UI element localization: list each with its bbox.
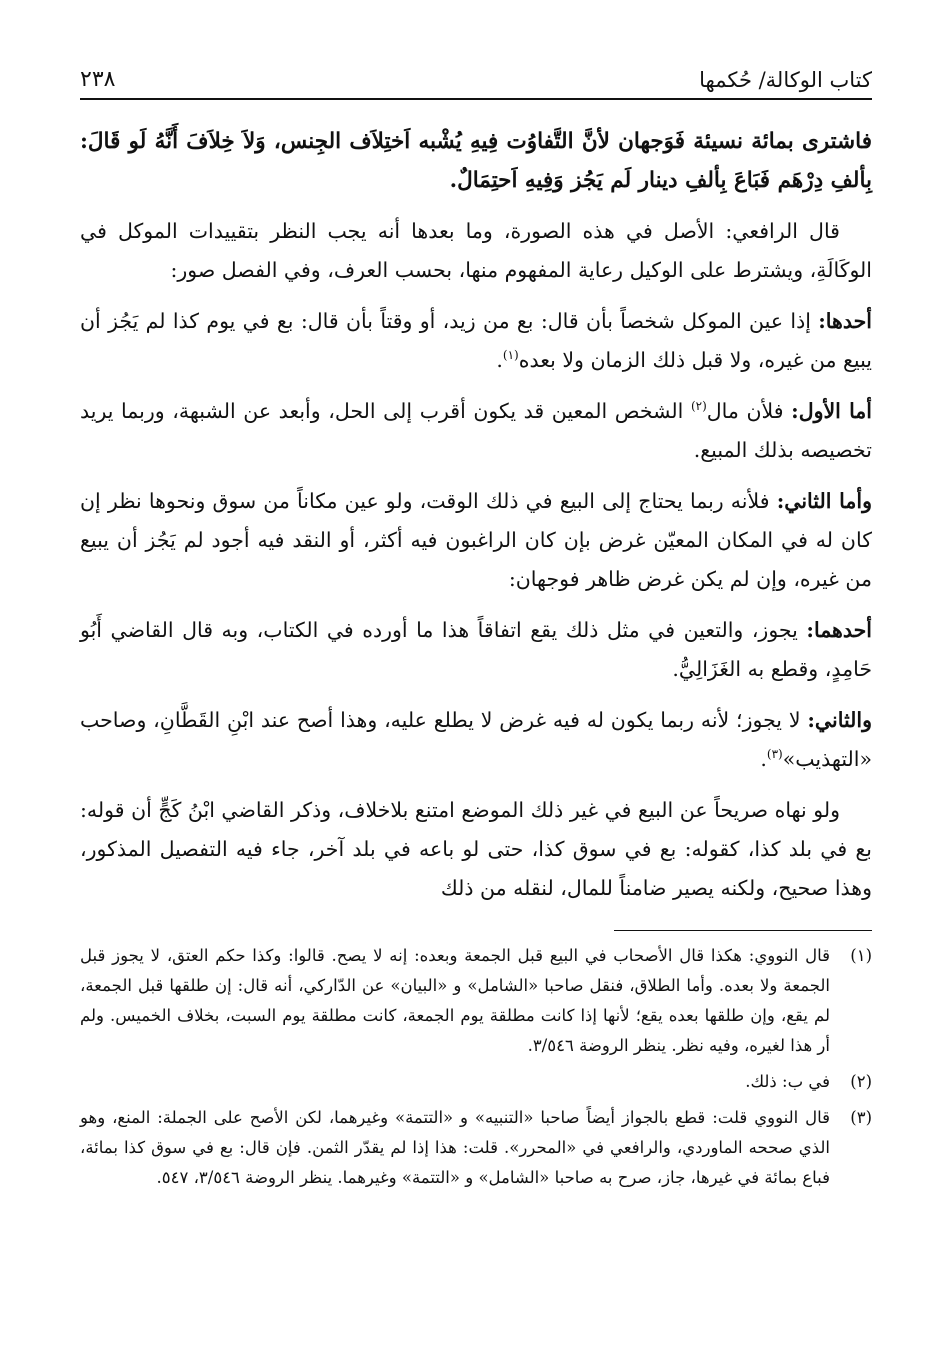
paragraph-rafii-intro [80, 212, 872, 290]
paragraph-text: إذا عين الموكل شخصاً بأن قال: بع من زيد، أو وقتاً بأن قال: بع في يوم كذا لم يَجُز أن يبيع من غيره، ولا قبل ذلك الزمان ولا بعده [80, 309, 872, 372]
footnote-3 [80, 1103, 872, 1193]
main-text [80, 122, 872, 908]
paragraph-lead: أما الأول: [791, 399, 872, 423]
footnote-2 [80, 1067, 872, 1097]
paragraph-lead: والثاني: [807, 708, 872, 732]
paragraph-wath-thani: والثاني: لا يجوز؛ لأنه ربما يكون له فيه غرض لا يطلع عليه، وهذا أصح عند ابْنِ القَطَّانِ، وصاحب «التهذيب»$^{(٣)}$. [80, 708, 872, 771]
matn-paragraph: فاشترى بمائة نسيئة فَوَجهان لأنَّ التَّفاوُت فِيهِ يُشْبه اَختِلاَف الجِنس، وَلاَ خِلاَفَ أَنَّهُ لَو قَالَ: بِألفِ دِرْهَم فَبَاعَ بِألفِ دينار لَم يَجُز وَفِيهِ اَحتِمَالٌ. [80, 129, 872, 193]
paragraph-text-continued: الشخص المعين قد يكون أقرب إلى الحل، وأبعد عن الشبهة، وربما يريد تخصيصه بذلك المبيع. [80, 399, 872, 462]
page-header [80, 52, 872, 100]
footnote-ref-1[interactable]: (١) [502, 348, 519, 363]
footnote-divider [614, 930, 872, 931]
footnote-ref-3[interactable]: (٣) [766, 747, 783, 762]
paragraph-text: فلأن مال [706, 399, 792, 423]
running-title: كتاب الوكالة/ حُكمها [699, 68, 872, 92]
paragraph-amma-alawwal [80, 392, 872, 470]
footnotes [80, 941, 872, 1193]
footnote-text: قال النووي: هكذا قال الأصحاب في البيع قبل الجمعة وبعده: إنه لا يصح. قالوا: وكذا حكم العتق، لا يجوز قبل الجمعة ولا بعده. وأما الطلاق، فنقل صاحبا «الشامل» و «البيان» عن الدّاركي، أنه قال: إن طلقها قبل الجمعة، لم يقع، وإن طلقها بعده يقع؛ لأنها إذا كانت مطلقة يوم الجمعة، كانت مطلقة يوم السبت، بخلاف الخميس. ولم أر هذا لغيره، وفيه نظر. ينظر الروضة ٣/٥٤٦. [80, 946, 830, 1055]
paragraph-ahaduhuma [80, 611, 872, 689]
paragraph-nahahu [80, 791, 872, 908]
paragraph-ahaduha: أحدها: إذا عين الموكل شخصاً بأن قال: بع من زيد، أو وقتاً بأن قال: بع في يوم كذا لم يَجُز أن يبيع من غيره، ولا قبل ذلك الزمان ولا بعده$^{(١)}$. [80, 309, 872, 372]
paragraph-text: لا يجوز؛ لأنه ربما يكون له فيه غرض لا يطلع عليه، وهذا أصح عند ابْنِ القَطَّانِ، وصاحب «التهذيب» [80, 708, 872, 771]
footnote-text: في ب: ذلك. [745, 1072, 830, 1091]
footnote-number: (٢) [850, 1072, 872, 1091]
footnote-text: قال النووي قلت: قطع بالجواز أيضاً صاحبا «التنبيه» و «التتمة» وغيرهما، لكن الأصح على الجملة: المنع، وهو الذي صححه الماوردي، والرافعي في «المحرر». قلت: هذا إذا لم يقدّر الثمن. فإن قال: بع في سوق كذا بمائة، فباع بمائة في غيرها، جاز، صرح به صاحبا «الشامل» و «التتمة» وغيرهما. ينظر الروضة ٣/٥٤٦، ٥٤٧. [80, 1108, 830, 1187]
paragraph-text: يجوز، والتعين في مثل ذلك يقع اتفاقاً هذا ما أورده في الكتاب، وبه قال القاضي أَبُو حَامِدٍ، وقطع به الغَزَالِيُّ. [80, 618, 872, 681]
paragraph-lead: أحدها: [818, 309, 872, 333]
page-number: ٢٣٨ [80, 67, 116, 92]
paragraph-text: فلأنه ربما يحتاج إلى البيع في ذلك الوقت، ولو عين مكاناً من سوق ونحوها نظر إن كان له في المكان المعيّن غرض بإن كان الراغبون فيه أكثر، أو النقد فيه أجود لم يَجُز أن يبيع من غيره، وإن لم يكن غرض ظاهر فوجهان: [80, 489, 872, 591]
paragraph-lead: وأما الثاني: [776, 489, 873, 513]
footnote-1 [80, 941, 872, 1061]
footnote-ref-2[interactable]: (٢) [690, 399, 707, 414]
paragraph-wa-amma-aththani [80, 482, 872, 599]
footnote-number: (١) [850, 946, 872, 965]
paragraph-text: ولو نهاه صريحاً عن البيع في غير ذلك الموضع امتنع بلاخلاف، وذكر القاضي ابْنُ كَجٍّ أن قوله: بع في بلد كذا، كقوله: بع في سوق كذا، حتى لو باعه في بلد آخر، جاء فيه التفصيل المذكور، وهذا صحيح، ولكنه يصير ضامناً للمال، لنقله من ذلك [80, 798, 872, 900]
paragraph-text: قال الرافعي: الأصل في هذه الصورة، وما بعدها أنه يجب النظر بتقييدات الموكل في الوكَالَةِ، ويشترط على الوكيل رعاية المفهوم منها، بحسب العرف، وفي الفصل صور: [80, 219, 872, 282]
footnote-number: (٣) [850, 1108, 872, 1127]
paragraph-lead: أحدهما: [806, 618, 872, 642]
